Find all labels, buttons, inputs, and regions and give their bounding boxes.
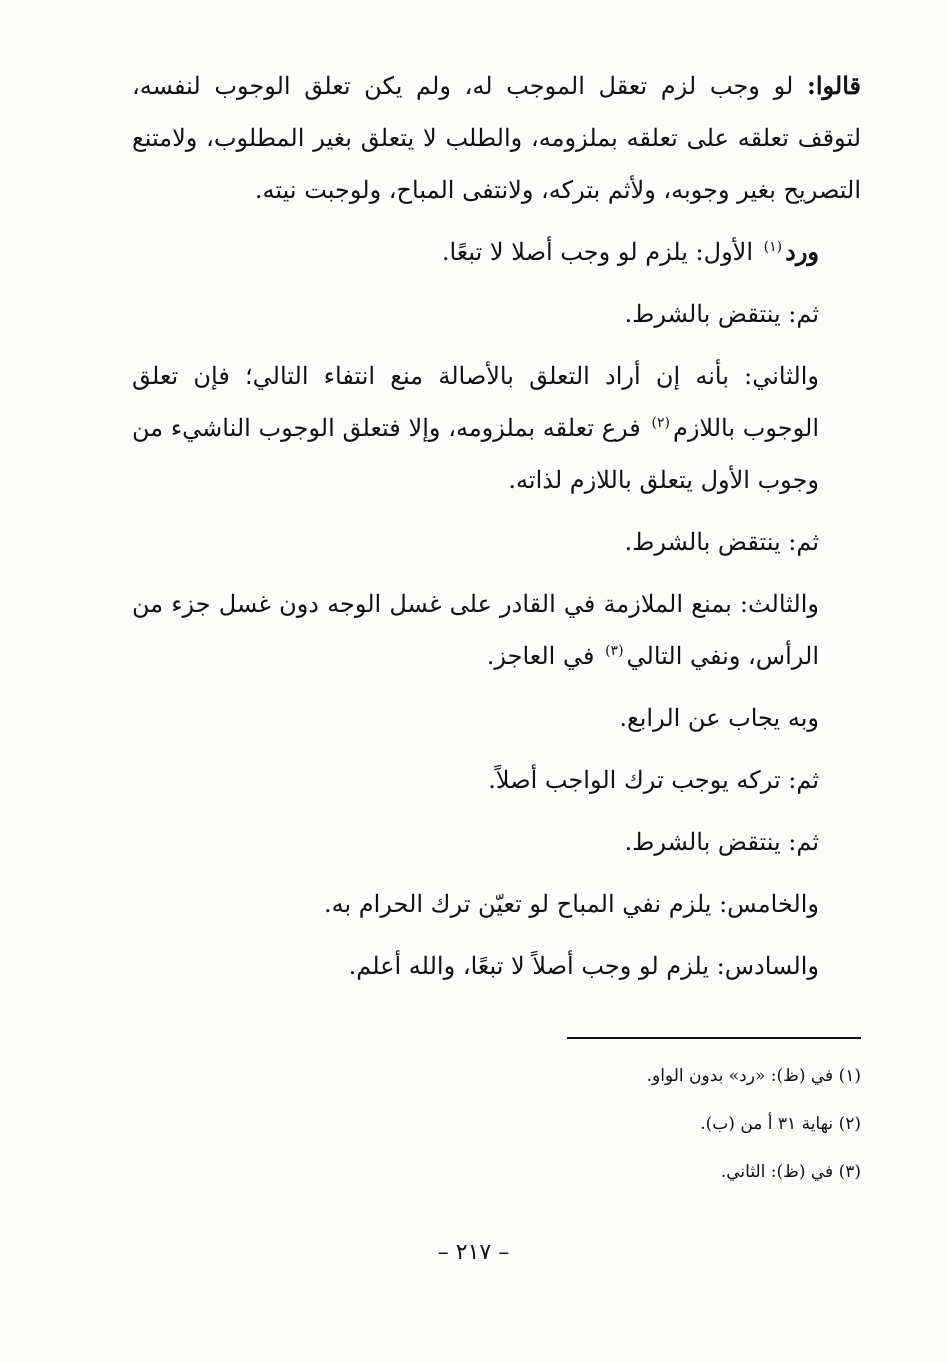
footnote-ref-3: (٣): [605, 643, 624, 659]
paragraph-2: [132, 226, 861, 278]
footnotes: [300, 1052, 861, 1196]
paragraph-11: [132, 940, 861, 992]
paragraph-2-lead: ورد: [785, 237, 819, 266]
paragraph-4-text: والثاني: بأنه إن أراد التعلق بالأصالة منع انتفاء التالي؛ فإن تعلق الوجوب باللازم: [132, 362, 820, 442]
paragraph-1-lead: قالوا:: [806, 71, 861, 100]
paragraph-4-text-cont: فرع تعلقه بملزومه، وإلا فتعلق الوجوب الناشيء من وجوب الأول يتعلق باللازم لذاته.: [132, 414, 819, 494]
paragraph-9-text: ثم: ينتقض بالشرط.: [624, 828, 819, 856]
paragraph-7: [132, 692, 861, 744]
paragraph-5-text: ثم: ينتقض بالشرط.: [624, 528, 819, 556]
paragraph-2-text: الأول: يلزم لو وجب أصلا لا تبعًا.: [441, 238, 761, 266]
footnote-ref-2: (٢): [651, 415, 670, 431]
paragraph-1: [132, 60, 861, 216]
paragraph-6: [132, 578, 861, 682]
footnote-1: (١) في (ظ): «رد» بدون الواو.: [646, 1066, 861, 1086]
page-number: – ٢١٧ –: [437, 1240, 510, 1265]
footnote-3: (٣) في (ظ): الثاني.: [720, 1162, 861, 1182]
paragraph-3-text: ثم: ينتقض بالشرط.: [624, 300, 819, 328]
body-text: [132, 60, 861, 1002]
paragraph-10: [132, 878, 861, 930]
paragraph-1-text: لو وجب لزم تعقل الموجب له، ولم يكن تعلق الوجوب لنفسه، لتوقف تعلقه على تعلقه بملزومه، والطلب لا يتعلق بغير المطلوب، ولامتنع التصريح بغير وجوبه، ولأثم بتركه، ولانتفى المباح، ولوجبت نيته.: [132, 72, 861, 204]
footnote-2: (٢) نهاية ٣١ أ من (ب).: [700, 1114, 861, 1134]
paragraph-5: [132, 516, 861, 568]
paragraph-6-text: والثالث: بمنع الملازمة في القادر على غسل الوجه دون غسل جزء من الرأس، ونفي التالي: [132, 590, 819, 670]
paragraph-8: [132, 754, 861, 806]
paragraph-6-text-cont: في العاجز.: [486, 642, 603, 670]
footnote-ref-1: (١): [763, 239, 783, 255]
paragraph-4: [132, 350, 861, 506]
paragraph-10-text: والخامس: يلزم نفي المباح لو تعيّن ترك الحرام به.: [324, 890, 819, 918]
paragraph-7-text: وبه يجاب عن الرابع.: [619, 704, 819, 732]
paragraph-9: [132, 816, 861, 868]
paragraph-3: [132, 288, 861, 340]
footnote-divider: [567, 1037, 861, 1039]
paragraph-8-text: ثم: تركه يوجب ترك الواجب أصلاً.: [488, 766, 819, 794]
paragraph-11-text: والسادس: يلزم لو وجب أصلاً لا تبعًا، والله أعلم.: [348, 952, 819, 980]
